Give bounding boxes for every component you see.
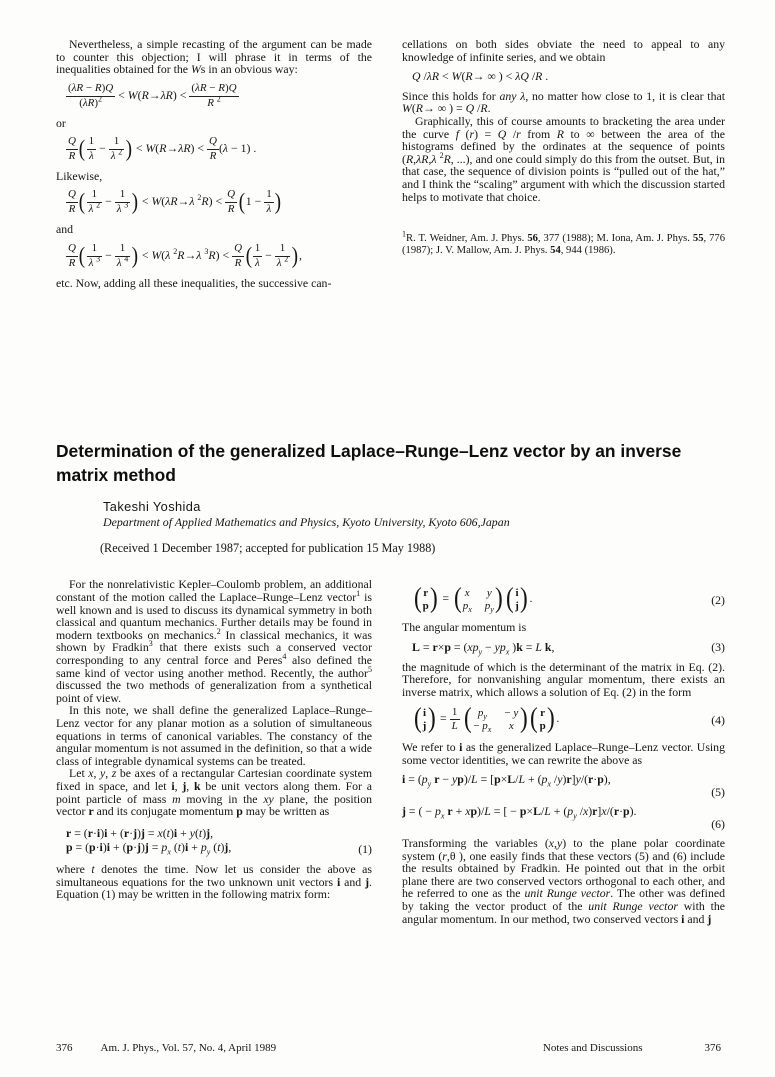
connector-or: or (56, 115, 66, 130)
paragraph: Let x, y, z be axes of a rectangular Cartesian coordinate system fixed in space, and let i, j, k be unit vectors along them. For a point particle of mass m moving in the xy plane, the position vector r and its conjugate momentum p may be written as (56, 766, 373, 819)
equation-number: (5) (711, 785, 725, 800)
paragraph: where t denotes the time. Now let us consider the above as simultaneous equations for the two unknown unit vectors i and j. Equation (1) may be written in the following matrix form: (56, 861, 372, 902)
equation-line: $p = (p\cdot i)i + (p\cdot j)j = p_x$ $(t)i + p_y$ (t)j, (66, 840, 232, 857)
footer-section-title: Notes and Discussions (542, 1042, 643, 1055)
footnote-references: $^1$R. T. Weidner, Am. J. Phys. 56, 377 (1988); M. Iona, Am. J. Phys. 55, 776 (1987); J. V. Mallow, Am. J. Phys. 54, 944 (1986). (402, 229, 726, 256)
equation-5 (402, 773, 725, 799)
paragraph: Since this holds for any λ, no matter how close to 1, it is clear that W(R→ ∞ ) = Q /R. (402, 88, 726, 116)
equation-1 (66, 825, 372, 856)
prev-right-column (402, 38, 725, 438)
article-title: Determination of the generalized Laplace–Runge–Lenz vector by an inverse matrix method (56, 441, 682, 485)
equation-body: ( i j ) = $\frac{1}{L}$ ( $p_y$ − y − $p_x$ x ) ( r p ). (413, 702, 560, 735)
equation-body (66, 825, 231, 856)
paragraph: cellations on both sides obviate the need to appeal to any knowledge of infinite series, and we obtain (402, 37, 725, 64)
footer-page-number-right: 376 (704, 1042, 721, 1055)
equation-3 (412, 640, 725, 657)
connector-and: and (56, 222, 74, 237)
equation-body: $\frac{(\lambda R - R)Q}{(\lambda R)^2}$ < W(R→λR) < $\frac{(\lambda R - R)Q}{R ^2}$ (68, 81, 237, 109)
prev-article-section (56, 38, 725, 438)
equation-number: (3) (711, 640, 725, 655)
equation-body: ( r p ) = ( x y $p_x$ $p_y$ ) ( i j ). (413, 582, 533, 615)
connector-likewise: Likewise, (56, 168, 103, 183)
equation-body: Q /λR < W(R→ ∞ ) < λQ /R . (412, 69, 549, 84)
paragraph: etc. Now, adding all these inequalities, the successive can- (56, 275, 332, 290)
equation-body: $\frac{Q}{R}$ ( $\frac{1}{\lambda ^3}$ − $\frac{1}{\lambda ^4}$ ) < W(λ $^2$R→λ $^3$R) < $\frac{Q}{R}$ ( $\frac{1}{\lambda}$ − $\frac{1}{\lambda ^2}$ ), (68, 241, 302, 269)
paragraph: The angular momentum is (402, 620, 527, 635)
paragraph: the magnitude of which is the determinant of the matrix in Eq. (2). Therefore, for nonvanishing angular momentum, there exists an inverse matrix, which allows a solution of Eq. (2) in the form (402, 659, 725, 699)
paragraph: In this note, we shall define the generalized Laplace–Runge–Lenz vector for any planar motion as a solution of simultaneous equations in terms of canonical variables. The constancy of the angular momentum is not assumed in the definition, so that a wide class of integrable dynamical systems can be treated. (56, 703, 372, 768)
inequality-equation-1 (66, 83, 372, 110)
paragraph: Transforming the variables (x,y) to the plane polar coordinate system (r,θ ), one easily finds that these vectors (5) and (6) include the results obtained by Fradkin. He pointed out that in the orbit plane there are two conserved vectors orthogonal to each other, and he referred to one as the unit Runge vector. The other was defined by taking the vector product of the unit Runge vector with the angular momentum. In our method, two conserved vectors i and j (402, 836, 726, 926)
equation-body: $L = r\times p = (xp_y - yp_x$ )k = L k, (412, 640, 555, 657)
inequality-equation-2 (66, 136, 372, 163)
equation-number: (2) (711, 592, 725, 607)
equation-4 (412, 702, 725, 735)
prev-left-column (56, 38, 372, 438)
paragraph: We refer to i as the generalized Laplace–Runge–Lenz vector. Using some vector identities, we can rewrite the above as (402, 740, 725, 768)
article-header (56, 440, 725, 554)
equation-6 (402, 805, 725, 831)
paragraph: Graphically, this of course amounts to bracketing the area under the curve f (r) = Q /r from R to ∞ between the area of the histograms defined by the ordinates at the sequence of points (R,λR,λ $^2$R, ...), and one could simply do this from the outset. But, in that case, the sequence of division points is “pulled out of the hat,” and I think the “scaling” argument with which the discussion started helps to motivate that choice. (402, 113, 725, 204)
equation-body: $\frac{Q}{R}$ ( $\frac{1}{\lambda ^2}$ − $\frac{1}{\lambda ^3}$ ) < W(λR→λ $^2$R) < $\frac{Q}{R}$ (1 − $\frac{1}{\lambda}$ ) (68, 188, 282, 216)
equation-line: r = (r·i)i + (r·j)j = x(t)i + y(t)j, (66, 825, 214, 840)
page-footer (56, 1042, 725, 1077)
equation-body: $i = (p_y$ $r - yp)/L = [p\times L/L + (p_x$ /y)r]y/(r·p), (402, 771, 611, 788)
inequality-equation-3 (66, 189, 372, 216)
inequality-equation-4 (66, 243, 372, 270)
equation-number: (6) (711, 817, 725, 832)
article-body-section (56, 578, 725, 925)
article-author: Takeshi Yoshida (103, 498, 201, 514)
equation-body: j = ( − $p_x$ r + xp)/L = [ − $p\times L/L + (p_y$ /x)r]x/(r·p). (402, 803, 637, 821)
inequality-equation-5 (412, 70, 725, 83)
footer-page-number-left: 376 (56, 1042, 73, 1055)
equation-body: $\frac{Q}{R}$ ( $\frac{1}{\lambda}$ − $\frac{1}{\lambda ^2}$ ) < W(R→λR) < $\frac{Q}{R}$ (λ − 1) . (68, 135, 257, 162)
footer-journal-info: Am. J. Phys., Vol. 57, No. 4, April 1989 (100, 1042, 277, 1055)
equation-number: (4) (711, 712, 725, 727)
paragraph: For the nonrelativistic Kepler–Coulomb problem, an additional constant of the motion called the Laplace–Runge–Lenz vector$^1$ is well known and is used to discuss its dynamical symmetry in both classical and quantum mechanics. Further details may be found in modern textbooks on mechanics.$^2$ In classical mechanics, it was shown by Fradkin$^3$ that there exists such a conserved vector corresponding to any central force and Peres$^4$ also defined the same kind of vector using another method. Recently, the author$^5$ discussed the two methods of generalization from a synthetical point of view. (56, 577, 373, 705)
equation-number: (1) (358, 842, 372, 857)
article-right-column (402, 578, 725, 925)
article-affiliation: Department of Applied Mathematics and Physics, Kyoto University, Kyoto 606,Japan (103, 515, 510, 530)
article-received-line: (Received 1 December 1987; accepted for publication 15 May 1988) (100, 540, 436, 555)
article-left-column (56, 578, 372, 925)
footer-right-group (543, 1042, 725, 1055)
equation-2 (412, 582, 725, 615)
paragraph: Nevertheless, a simple recasting of the argument can be made to counter this objection; I will phrase it in terms of the inequalities obtained for the Ws in an obvious way: (56, 37, 372, 77)
